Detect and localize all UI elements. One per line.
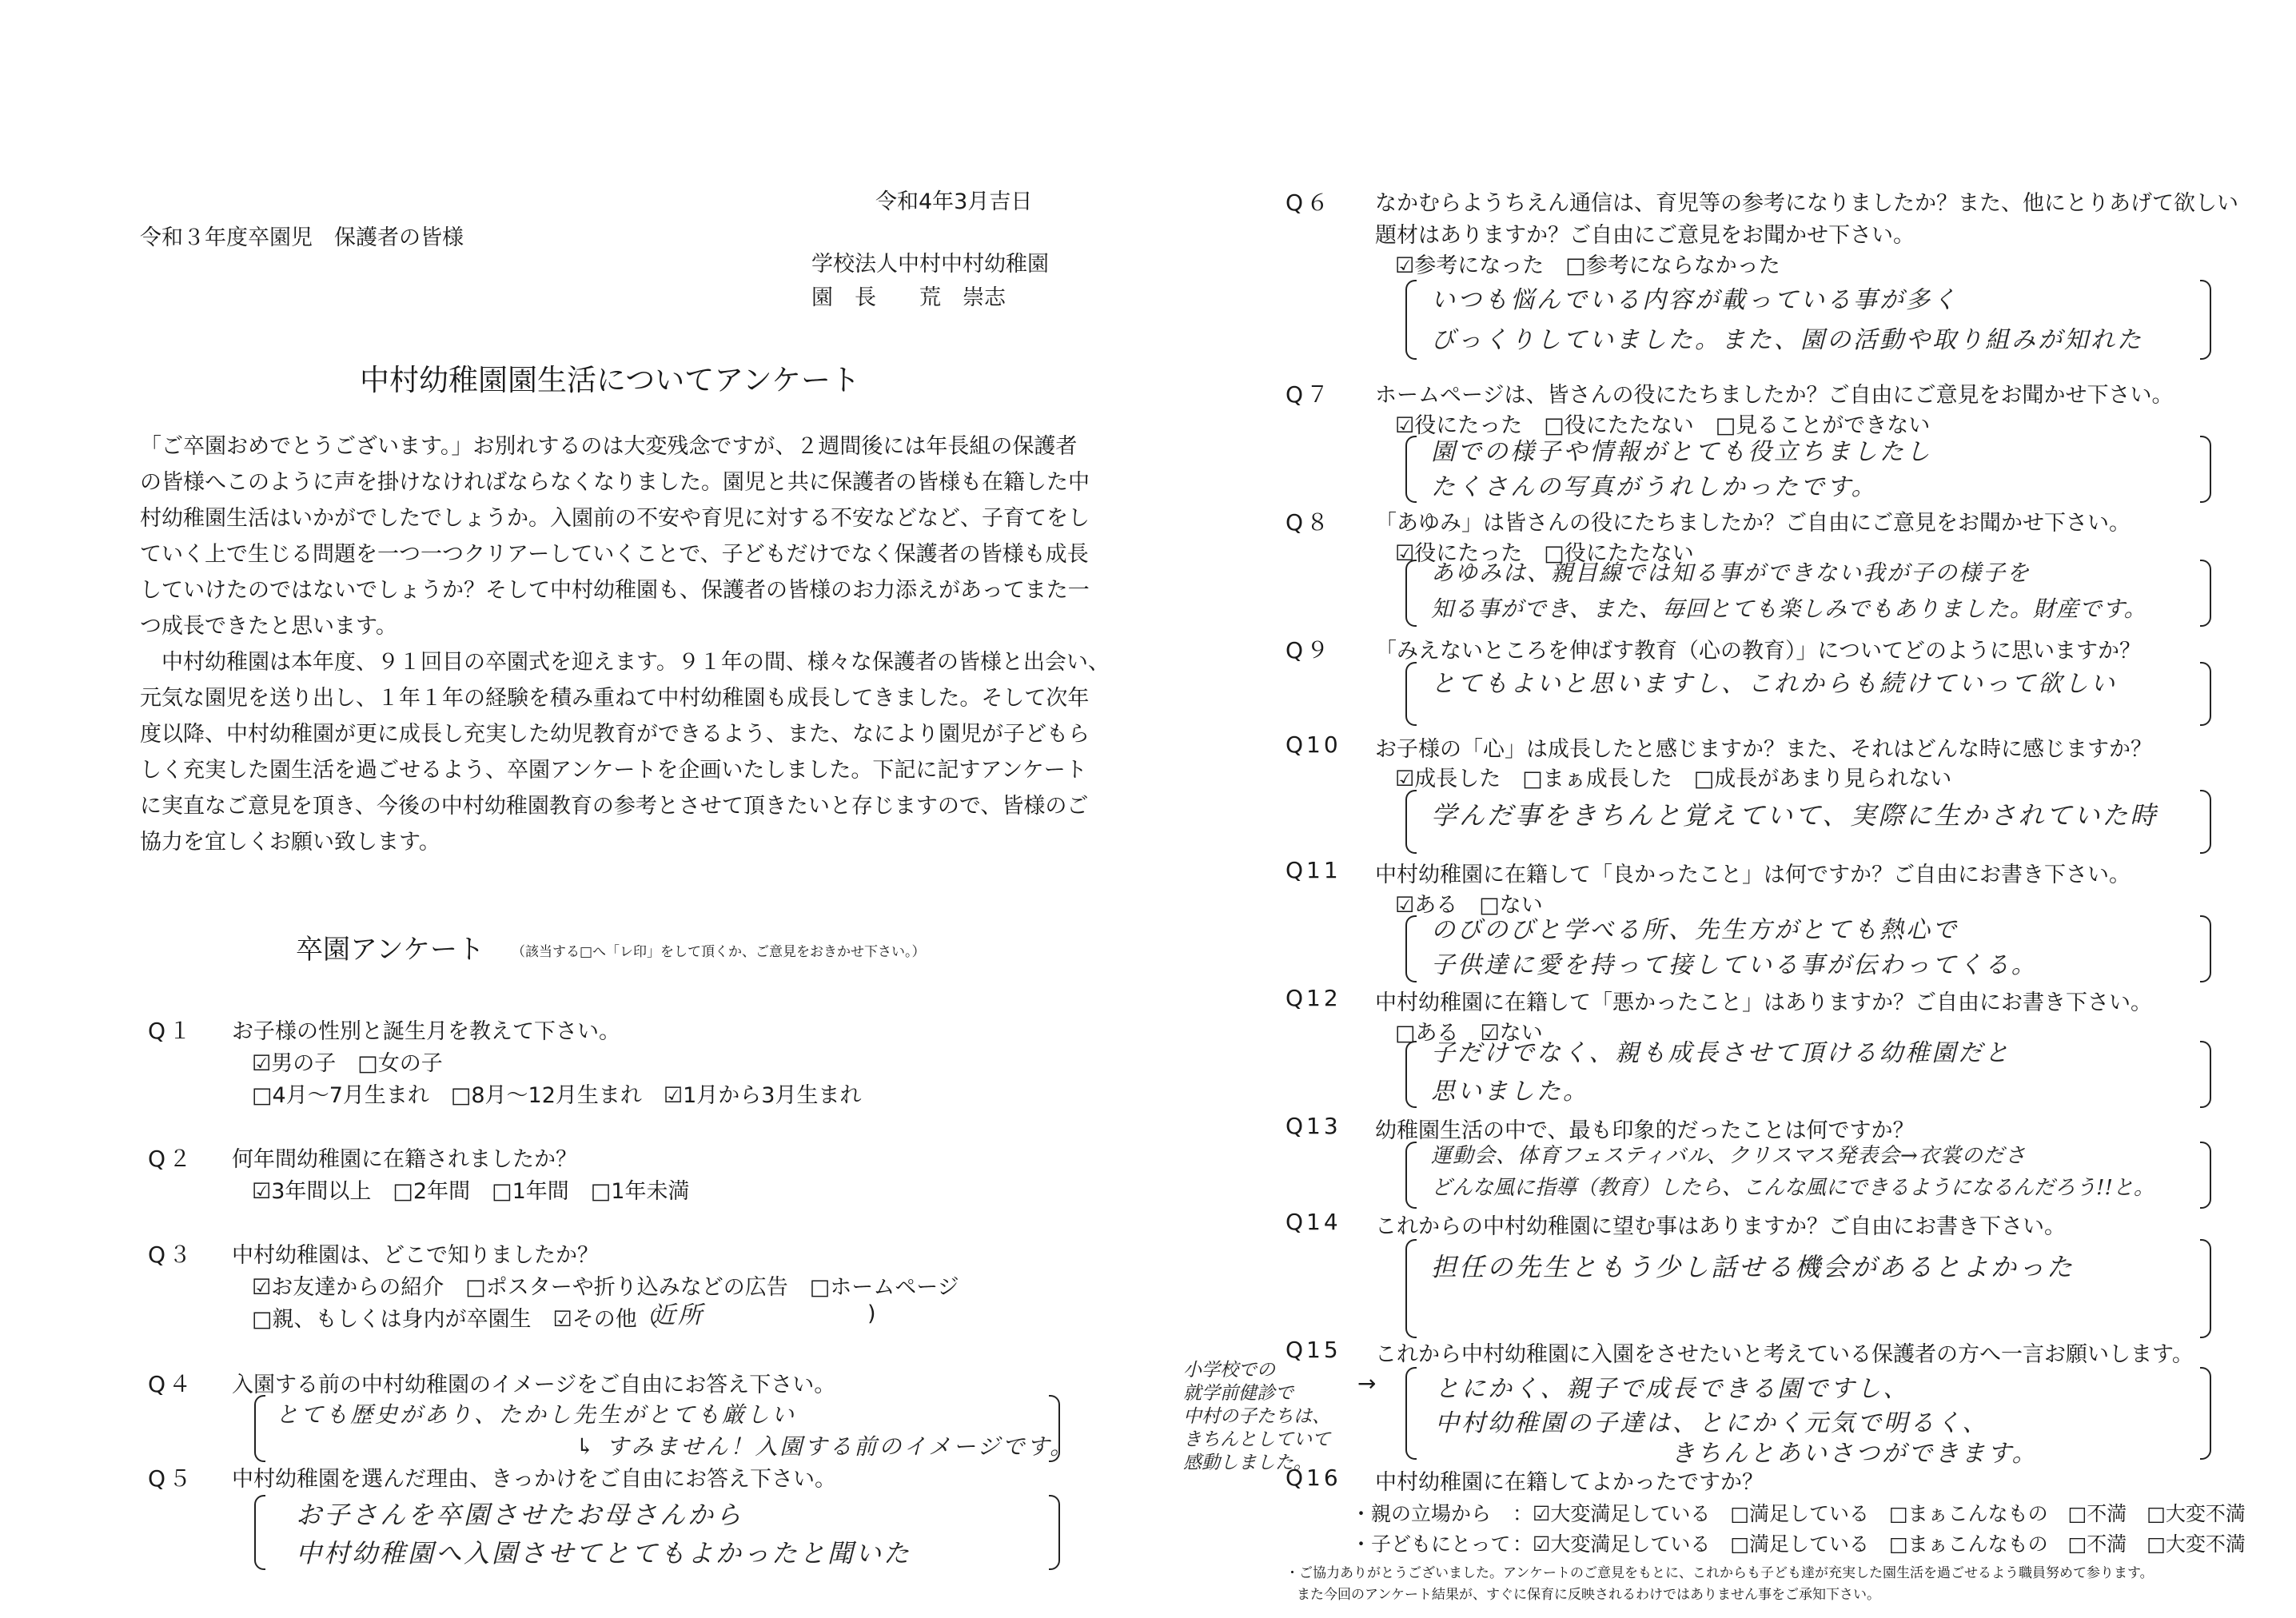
q10-text: お子様の「心」は成長したと感じますか？また、それはどんな時に感じますか？ [1375,737,2152,762]
q5-text: 中村幼稚園を選んだ理由、きっかけをご自由にお答え下さい。 [232,1467,836,1492]
q6-text-1: なかむらようちえん通信は、育児等の参考になりましたか？また、他にとりあげて欲しい [1375,191,2238,216]
q16-row-child-options[interactable]: ：☑大変満足している □満足している □まぁこんなもの □不満 □大変不満 [1513,1532,2246,1556]
q15-bracket-right [2200,1367,2211,1460]
intro-line: 村幼稚園生活はいかがでしたでしょうか。入園前の不安や育児に対する不安などなど、子育てをし [140,506,1090,531]
q1-text: お子様の性別と誕生月を教えて下さい。 [232,1019,620,1044]
survey-note: （該当する□へ「レ印」をして頂くか、ご意見をおきかせ下さい。） [512,944,926,960]
q3-handwritten-answer: 近所 [652,1301,704,1329]
q6-answer-line-1: いつも悩んでいる内容が載っている事が多く [1431,286,1959,314]
q16-row-parent-label: ・親の立場から [1351,1502,1492,1525]
q12-number: Q12 [1286,985,1341,1011]
q3-close-paren: ) [867,1301,876,1326]
q8-answer-line-2: 知る事ができ、また、毎回とても楽しみでもありました。財産です。 [1431,596,2147,622]
document-title: 中村幼稚園園生活についてアンケート [360,363,861,397]
q4-bracket-left [254,1395,265,1462]
q13-bracket-left [1405,1142,1417,1209]
q11-number: Q11 [1286,857,1341,883]
q6-text-2: 題材はありますか？ご自由にご意見をお聞かせ下さい。 [1375,223,1915,248]
q8-answer-line-1: あゆみは、親目線では知る事ができない我が子の様子を [1431,560,2031,586]
q15-text: これから中村幼稚園に入園をさせたいと考えている保護者の方へ一言お願いします。 [1375,1342,2194,1367]
q9-bracket-right [2200,662,2211,726]
margin-note-line: 就学前健診で [1183,1383,1293,1404]
q12-bracket-left [1405,1041,1417,1108]
q12-answer-line-1: 子だけでなく、親も成長させて頂ける幼稚園だと [1431,1039,2011,1067]
principal-name: 園 長 荒 崇志 [811,285,1006,310]
q11-answer-line-1: のびのびと学べる所、先生方がとても熱心で [1431,916,1959,944]
q5-bracket-left [254,1495,265,1570]
q1-options-gender[interactable]: ☑男の子 □女の子 [252,1051,443,1076]
q8-bracket-right [2200,560,2211,627]
margin-note-line: 中村の子たちは、 [1183,1406,1330,1427]
q14-text: これからの中村幼稚園に望む事はありますか？ご自由にお書き下さい。 [1375,1214,2066,1239]
q14-bracket-left [1405,1239,1417,1338]
margin-note-line: 小学校での [1183,1360,1275,1381]
q13-bracket-right [2200,1142,2211,1209]
q3-options-1[interactable]: ☑お友達からの紹介 □ポスターや折り込みなどの広告 □ホームページ [252,1275,959,1300]
intro-line: 協力を宜しくお願い致します。 [140,830,440,855]
q16-text: 中村幼稚園に在籍してよかったですか？ [1375,1470,1764,1495]
intro-line: 中村幼稚園は本年度、９１回目の卒園式を迎えます。９１年の間、様々な保護者の皆様と出会い、 [140,650,1110,675]
q11-options[interactable]: ☑ある □ない [1395,893,1543,918]
q14-number: Q14 [1286,1209,1341,1235]
q8-options[interactable]: ☑役にたった □役にたたない [1395,541,1694,566]
margin-note-line: 感動しました。 [1183,1453,1312,1473]
intro-line: していけたのではないでしょうか？そして中村幼稚園も、保護者の皆様のお力添えがあってまた一 [140,578,1090,603]
q15-answer-line-2: 中村幼稚園の子達は、とにかく元気で明るく、 [1435,1409,1989,1437]
intro-line: に実直なご意見を頂き、今後の中村幼稚園教育の参考とさせて頂きたいと存じますので、皆様のご [140,794,1089,819]
q4-text: 入園する前の中村幼稚園のイメージをご自由にお答え下さい。 [232,1373,836,1397]
q7-bracket-left [1405,436,1417,503]
q11-text: 中村幼稚園に在籍して「良かったこと」は何ですか？ご自由にお書き下さい。 [1375,863,2131,887]
intro-paragraph [140,428,1110,860]
footer-note-1: ・ご協力ありがとうございました。アンケートのご意見をもとに、これからも子ども達が充実した園生活を過ごせるよう職員努めて参ります。 [1286,1565,2154,1581]
q13-answer-line-2: どんな風に指導（教育）したら、こんな風にできるようになるんだろう!!と。 [1431,1176,2154,1200]
q6-number: Q６ [1286,189,1333,216]
q3-options-2[interactable]: □親、もしくは身内が卒園生 ☑その他（ [252,1307,659,1332]
q9-number: Q９ [1286,637,1333,664]
q8-number: Q８ [1286,509,1333,536]
q14-answer-line-1: 担任の先生ともう少し話せる機会があるとよかった [1431,1252,2075,1282]
q16-number: Q16 [1286,1465,1341,1491]
q7-text: ホームページは、皆さんの役にたちましたか？ご自由にご意見をお聞かせ下さい。 [1375,383,2174,408]
intro-line: 「ご卒園おめでとうございます。」お別れするのは大変残念ですが、２週間後には年長組の保護者 [140,434,1078,459]
q7-bracket-right [2200,436,2211,503]
q6-bracket-right [2200,280,2211,360]
q12-text: 中村幼稚園に在籍して「悪かったこと」はありますか？ご自由にお書き下さい。 [1375,990,2152,1015]
q7-answer-line-2: たくさんの写真がうれしかったです。 [1431,473,1878,501]
q14-bracket-right [2200,1239,2211,1338]
q6-options[interactable]: ☑参考になった □参考にならなかった [1395,253,1780,278]
q4-number: Q４ [148,1371,195,1397]
intro-line: 度以降、中村幼稚園が更に成長し充実した幼児教育ができるよう、また、なにより園児が子どもら [140,722,1090,747]
intro-line: つ成長できたと思います。 [140,614,397,639]
q2-options[interactable]: ☑3年間以上 □2年間 □1年間 □1年未満 [252,1179,690,1204]
q2-text: 何年間幼稚園に在籍されましたか？ [232,1147,577,1172]
q15-margin-note [1183,1359,1330,1475]
margin-note-arrow-icon: → [1357,1370,1377,1397]
q13-text: 幼稚園生活の中で、最も印象的だったことは何ですか？ [1375,1118,1915,1143]
q15-answer-line-1: とにかく、親子で成長できる園ですし、 [1435,1375,1910,1403]
q10-bracket-right [2200,790,2211,854]
q9-answer-line-1: とてもよいと思いますし、これからも続けていって欲しい [1431,670,2117,698]
q7-answer-line-1: 園での様子や情報がとても役立ちましたし [1431,438,1932,466]
q6-bracket-left [1405,280,1417,360]
q13-number: Q13 [1286,1113,1341,1139]
q13-answer-line-1: 運動会、体育フェスティバル、クリスマス発表会→衣裳のださ [1431,1144,2027,1168]
q16-row-parent-options[interactable]: ：☑大変満足している □満足している □まぁこんなもの □不満 □大変不満 [1513,1502,2246,1525]
q5-answer-line-1: お子さんを卒園させたお母さんから [296,1500,744,1530]
margin-note-line: きちんとしていて [1183,1429,1330,1450]
q3-text: 中村幼稚園は、どこで知りましたか？ [232,1243,599,1268]
q1-number: Q１ [148,1018,195,1044]
q7-options[interactable]: ☑役にたった □役にたたない □見ることができない [1395,413,1931,438]
q11-bracket-right [2200,915,2211,982]
q10-number: Q10 [1286,731,1341,758]
q1-options-birth[interactable]: □4月～7月生まれ □8月～12月生まれ ☑1月から3月生まれ [252,1083,862,1108]
q11-bracket-left [1405,915,1417,982]
intro-line: の皆様へこのように声を掛けなければならなくなりました。園児と共に保護者の皆様も在籍した中 [140,470,1090,495]
q12-bracket-right [2200,1041,2211,1108]
intro-line: ていく上で生じる問題を一つ一つクリアーしていくことで、子どもだけでなく保護者の皆様も成長 [140,542,1089,567]
q5-bracket-right [1049,1495,1060,1570]
q8-text: 「あゆみ」は皆さんの役にたちましたか？ご自由にご意見をお聞かせ下さい。 [1375,511,2131,536]
school-name: 学校法人中村中村幼稚園 [811,252,1049,277]
q15-answer-line-3: きちんとあいさつができます。 [1671,1440,2039,1468]
q5-answer-line-2: 中村幼稚園へ入園させてとてもよかったと聞いた [296,1538,912,1568]
survey-title: 卒園アンケート [296,934,484,966]
q4-answer-line-1: とても歴史があり、たかし先生がとても厳しい [276,1401,797,1428]
footer-note-2: また今回のアンケート結果が、すぐに保育に反映されるわけではありません事をご承知下さい。 [1297,1587,1880,1603]
q9-bracket-left [1405,662,1417,726]
intro-line: しく充実した園生活を過ごせるよう、卒園アンケートを企画いたしました。下記に記すアンケート [140,758,1087,783]
q15-bracket-left [1405,1367,1417,1460]
q12-answer-line-2: 思いました。 [1431,1078,1589,1106]
q8-bracket-left [1405,560,1417,627]
q2-number: Q２ [148,1146,195,1172]
q11-answer-line-2: 子供達に愛を持って接している事が伝わってくる。 [1431,951,2038,979]
addressee: 令和３年度卒園児 保護者の皆様 [140,225,464,250]
q10-answer-line-1: 学んだ事をきちんと覚えていて、実際に生かされていた時 [1431,800,2158,831]
q10-bracket-left [1405,790,1417,854]
q5-number: Q５ [148,1465,195,1492]
date: 令和4年3月吉日 [875,189,1033,214]
q3-number: Q３ [148,1241,195,1268]
q15-number: Q15 [1286,1337,1341,1363]
intro-line: 元気な園児を送り出し、１年１年の経験を積み重ねて中村幼稚園も成長してきました。そして次年 [140,686,1090,711]
q10-options[interactable]: ☑成長した □まぁ成長した □成長があまり見られない [1395,767,1952,791]
q7-number: Q７ [1286,381,1333,408]
q12-options[interactable]: □ある ☑ない [1395,1021,1543,1046]
q6-answer-line-2: びっくりしていました。また、園の活動や取り組みが知れた [1431,326,2143,354]
q4-answer-line-2: ↳ すみません！入園する前のイメージです。 [576,1433,1075,1460]
q9-text: 「みえないところを伸ばす教育（心の教育）」についてどのように思いますか？ [1375,639,2141,664]
q16-row-child-label: ・子どもにとって [1351,1532,1511,1556]
